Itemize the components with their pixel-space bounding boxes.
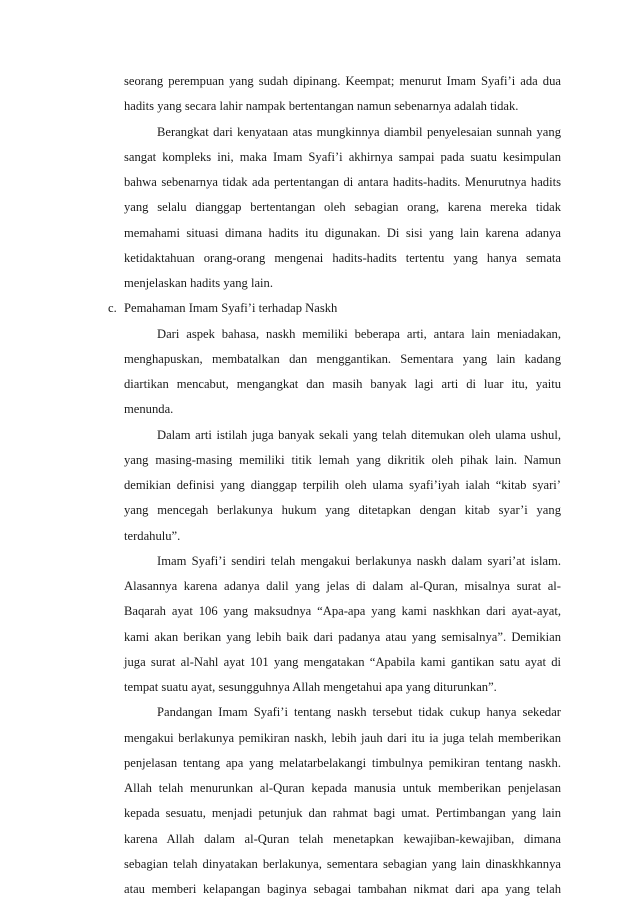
text-line: diartikan mencabut, mengangkat dan masih banyak lagi arti di luar itu, yaitu xyxy=(124,377,561,391)
text-line: atau memberi kelapangan baginya sebagai tambahan nikmat dari apa yang telah xyxy=(124,882,561,896)
text-line: yang masing-masing memiliki titik lemah yang dikritik oleh pihak lain. Namun xyxy=(124,453,561,467)
text-line: mengakui berlakunya pemikiran naskh, lebih jauh dari itu ia juga telah memberikan xyxy=(124,731,561,745)
text-line: menjelaskan hadits yang lain. xyxy=(124,276,273,290)
section-heading xyxy=(108,300,337,316)
text-line: Imam Syafi’i sendiri telah mengakui berlakunya naskh dalam syari’at islam. xyxy=(157,554,561,568)
text-line: menghapuskan, membatalkan dan menggantikan. Sementara yang lain kadang xyxy=(124,352,561,366)
text-line: yang mencegah berlakunya hukum yang ditetapkan dengan kitab syar’i yang xyxy=(124,503,561,517)
text-line: Allah telah menurunkan al-Quran kepada manusia untuk memberikan penjelasan xyxy=(124,781,561,795)
text-line: sebagian telah dinyatakan berlakunya, sementara sebagian yang lain dinaskhkannya xyxy=(124,857,561,871)
heading-marker: c. xyxy=(108,301,117,315)
text-line: bahwa sebenarnya tidak ada pertentangan di antara hadits-hadits. Menurutnya hadits xyxy=(124,175,561,189)
text-line: tempat suatu ayat, sesungguhnya Allah mengetahui apa yang diturunkan”. xyxy=(124,680,497,694)
text-line: Berangkat dari kenyataan atas mungkinnya diambil penyelesaian sunnah yang xyxy=(157,125,561,139)
text-line: penjelasan tentang apa yang melatarbelakangi timbulnya pemikiran tentang naskh. xyxy=(124,756,561,770)
text-line: karena Allah dalam al-Quran telah menetapkan kewajiban-kewajiban, dimana xyxy=(124,832,561,846)
text-line: Dari aspek bahasa, naskh memiliki beberapa arti, antara lain meniadakan, xyxy=(157,327,561,341)
text-line: terdahulu”. xyxy=(124,529,181,543)
text-line: yang selalu dianggap bertentangan oleh sebagian orang, karena mereka tidak xyxy=(124,200,561,214)
text-line: Alasannya karena adanya dalil yang jelas di dalam al-Quran, misalnya surat al- xyxy=(124,579,561,593)
text-line: hadits yang secara lahir nampak bertentangan namun sebenarnya adalah tidak. xyxy=(124,99,519,113)
text-line: juga surat al-Nahl ayat 101 yang mengatakan “Apabila kami gantikan satu ayat di xyxy=(124,655,561,669)
text-line: menunda. xyxy=(124,402,174,416)
text-line: sangat kompleks ini, maka Imam Syafi’i akhirnya sampai pada suatu kesimpulan xyxy=(124,150,561,164)
text-line: kami akan berikan yang lebih baik dari padanya atau yang semisalnya”. Demikian xyxy=(124,630,561,644)
text-line: Pandangan Imam Syafi’i tentang naskh tersebut tidak cukup hanya sekedar xyxy=(157,705,561,719)
text-line: seorang perempuan yang sudah dipinang. Keempat; menurut Imam Syafi’i ada dua xyxy=(124,74,561,88)
heading-text: Pemahaman Imam Syafi’i terhadap Naskh xyxy=(124,301,338,315)
text-line: ketidaktahuan orang-orang mengenai hadits-hadits tertentu yang hanya semata xyxy=(124,251,561,265)
text-line: Baqarah ayat 106 yang maksudnya “Apa-apa yang kami naskhkan dari ayat-ayat, xyxy=(124,604,561,618)
text-line: demikian definisi yang dianggap terpilih oleh ulama syafi’iyah ialah “kitab syari’ xyxy=(124,478,561,492)
text-line: Dalam arti istilah juga banyak sekali yang telah ditemukan oleh ulama ushul, xyxy=(157,428,561,442)
text-line: memahami situasi dimana hadits itu digunakan. Di sisi yang lain karena adanya xyxy=(124,226,561,240)
text-line: kepada sesuatu, menjadi petunjuk dan rahmat bagi umat. Pertimbangan yang lain xyxy=(124,806,561,820)
